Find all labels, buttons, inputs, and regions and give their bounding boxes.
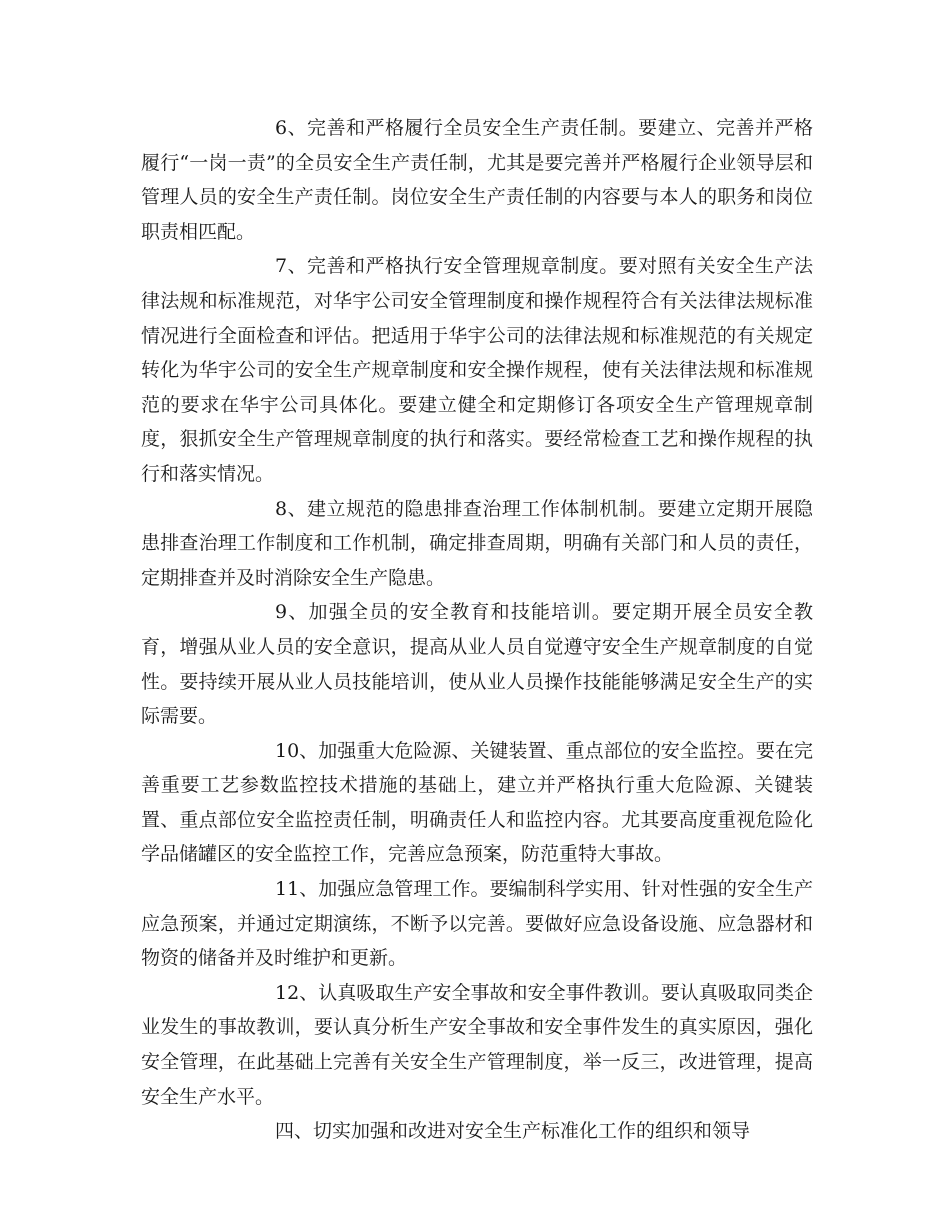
paragraph-item-6: 6、完善和严格履行全员安全生产责任制。要建立、完善并严格履行“一岗一责”的全员安全生产责任制，尤其是要完善并严格履行企业领导层和管理人员的安全生产责任制。岗位安全生产责任制的内容要与本人的职务和岗位职责相匹配。: [141, 117, 813, 243]
paragraph-item-9: 9、加强全员的安全教育和技能培训。要定期开展全员安全教育，增强从业人员的安全意识，提高从业人员自觉遵守安全生产规章制度的自觉性。要持续开展从业人员技能培训，使从业人员操作技能能够满足安全生产的实际需要。: [141, 601, 813, 728]
paragraph-item-7: 7、完善和严格执行安全管理规章制度。要对照有关安全生产法律法规和标准规范，对华宇公司安全管理制度和操作规程符合有关法律法规标准情况进行全面检查和评估。把适用于华宇公司的法律法规和标准规范的有关规定转化为华宇公司的安全生产规章制度和安全操作规程，使有关法律法规和标准规范的要求在华宇公司具体化。要建立健全和定期修订各项安全生产管理规章制度，狠抓安全生产管理规章制度的执行和落实。要经常检查工艺和操作规程的执行和落实情况。: [141, 255, 813, 485]
paragraph-item-11: 11、加强应急管理工作。要编制科学实用、针对性强的安全生产应急预案，并通过定期演练，不断予以完善。要做好应急设备设施、应急器材和物资的储备并及时维护和更新。: [141, 878, 813, 970]
paragraph-item-8: 8、建立规范的隐患排查治理工作体制机制。要建立定期开展隐患排查治理工作制度和工作机制，确定排查周期，明确有关部门和人员的责任，定期排查并及时消除安全生产隐患。: [141, 497, 813, 589]
paragraph-item-10: 10、加强重大危险源、关键装置、重点部位的安全监控。要在完善重要工艺参数监控技术措施的基础上，建立并严格执行重大危险源、关键装置、重点部位安全监控责任制，明确责任人和监控内容。尤其要高度重视危险化学品储罐区的安全监控工作，完善应急预案，防范重特大事故。: [141, 739, 813, 866]
section-heading: 四、切实加强和改进对安全生产标准化工作的组织和领导: [275, 1120, 751, 1143]
paragraph-item-12: 12、认真吸取生产安全事故和安全事件教训。要认真吸取同类企业发生的事故教训，要认真分析生产安全事故和安全事件发生的真实原因，强化安全管理，在此基础上完善有关安全生产管理制度，举一反三，改进管理，提高安全生产水平。: [141, 981, 813, 1108]
document-body: [141, 111, 813, 1149]
